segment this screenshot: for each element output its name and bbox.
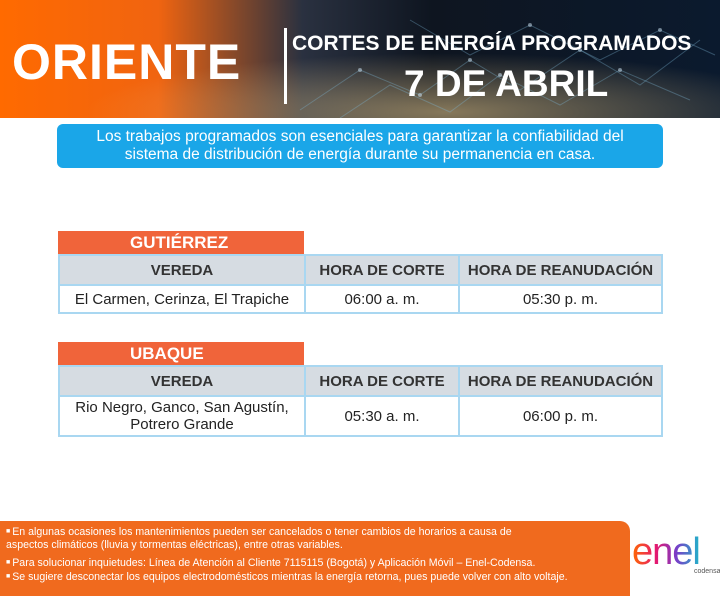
bullet-icon: ■ — [6, 573, 11, 580]
cell-hora-corte: 05:30 a. m. — [305, 396, 459, 436]
footer-note-1-line1: En algunas ocasiones los mantenimientos pueden ser cancelados o tener cambios de horarios a causa de — [12, 526, 512, 538]
logo-wordmark: enel — [632, 532, 700, 573]
cell-hora-corte: 06:00 a. m. — [305, 285, 459, 313]
info-banner-line2: sistema de distribución de energía durante su permanencia en casa. — [124, 146, 596, 163]
footer-notes — [0, 521, 630, 596]
col-hora-reanudacion: HORA DE REANUDACIÓN — [459, 366, 662, 396]
header-banner — [0, 0, 720, 118]
section-title: UBAQUE — [58, 342, 304, 365]
section-gutierrez — [58, 231, 661, 314]
cell-vereda: El Carmen, Cerinza, El Trapiche — [59, 285, 305, 313]
table-row — [59, 396, 662, 436]
table-header-row — [59, 366, 662, 396]
info-banner — [57, 124, 663, 168]
footer-note-2-text: Para solucionar inquietudes: Línea de Atención al Cliente 7115115 (Bogotá) y Aplicación Móvil – Enel-Codensa. — [12, 557, 536, 569]
section-ubaque — [58, 342, 661, 437]
footer-note-2 — [6, 556, 624, 570]
footer-note-3 — [6, 570, 624, 584]
table-row — [59, 285, 662, 313]
col-vereda: VEREDA — [59, 255, 305, 285]
cell-vereda — [59, 396, 305, 436]
schedule-table — [58, 254, 663, 314]
col-vereda: VEREDA — [59, 366, 305, 396]
col-hora-corte: HORA DE CORTE — [305, 255, 459, 285]
header-date: 7 DE ABRIL — [404, 63, 609, 104]
cell-hora-reanudacion: 06:00 p. m. — [459, 396, 662, 436]
col-hora-reanudacion: HORA DE REANUDACIÓN — [459, 255, 662, 285]
logo-subtitle: codensa — [694, 568, 720, 575]
table-header-row — [59, 255, 662, 285]
footer-note-3-text: Se sugiere desconectar los equipos electrodomésticos mientras la energía retorna, pues puede volver con alto voltaje. — [12, 571, 568, 583]
header-title: CORTES DE ENERGÍA PROGRAMADOS — [292, 32, 692, 55]
cell-vereda-line2: Potrero Grande — [130, 416, 234, 433]
header-divider — [284, 28, 287, 104]
footer-note-1-line2: aspectos climáticos (lluvia y tormentas eléctricas), entre otras variables. — [6, 539, 343, 551]
region-title: ORIENTE — [12, 34, 242, 90]
footer-note-1 — [6, 525, 624, 539]
bullet-icon: ■ — [6, 559, 11, 566]
cell-hora-reanudacion: 05:30 p. m. — [459, 285, 662, 313]
info-banner-line1: Los trabajos programados son esenciales para garantizar la confiabilidad del — [96, 128, 624, 145]
cell-vereda-line1: Rio Negro, Ganco, San Agustín, — [75, 399, 289, 416]
section-title: GUTIÉRREZ — [58, 231, 304, 254]
schedule-table — [58, 365, 663, 437]
col-hora-corte: HORA DE CORTE — [305, 366, 459, 396]
bullet-icon: ■ — [6, 528, 11, 535]
